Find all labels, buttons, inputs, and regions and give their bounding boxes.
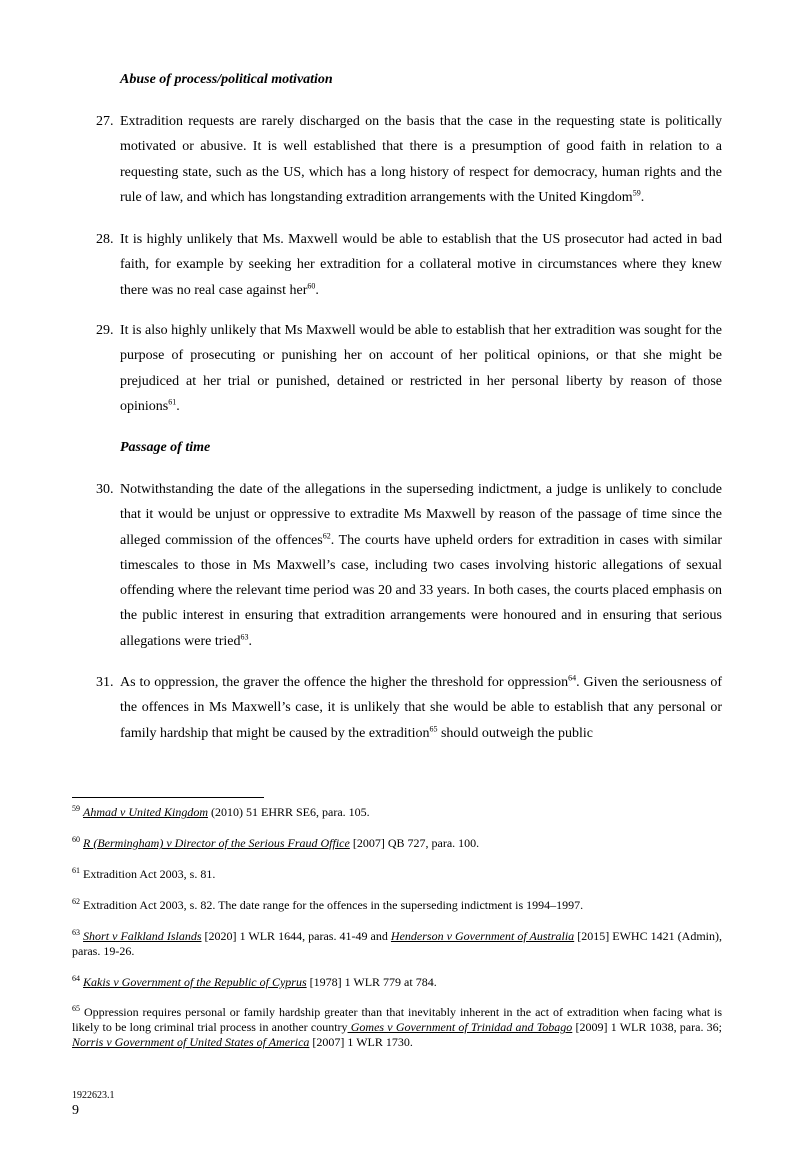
- footnote-60: [72, 836, 722, 851]
- paragraph-31: [96, 670, 722, 746]
- paragraph-text: [120, 670, 722, 746]
- text-run: [2009] 1 WLR 1038, para. 36;: [572, 1020, 723, 1034]
- text-run: Oppression requires personal or family hardship greater than that inevitably inherent in the act of extradition when facing what is likely to be long criminal trial process in another country: [72, 1005, 723, 1034]
- footnote-reference: 62: [322, 530, 331, 540]
- footnote-62: [72, 898, 722, 913]
- footnote-61: [72, 867, 722, 882]
- paragraph-27: [96, 109, 722, 210]
- footnote-number: 64: [72, 974, 80, 983]
- footnote-reference: 60: [307, 280, 316, 290]
- text-run: .: [176, 398, 180, 414]
- case-citation: Kakis v Government of the Republic of Cyprus: [83, 975, 307, 989]
- text-run: As to oppression, the graver the offence the higher the threshold for oppression: [120, 675, 569, 690]
- case-citation: Ahmad v United Kingdom: [83, 805, 208, 819]
- paragraph-text: [120, 109, 722, 210]
- text-run: Extradition Act 2003, s. 82. The date range for the offences in the superseding indictment is 1994–1997.: [83, 898, 584, 912]
- footnote-65: [72, 1005, 722, 1050]
- text-run: (2010) 51 EHRR SE6, para. 105.: [208, 805, 370, 819]
- text-run: . The courts have upheld orders for extradition in cases with similar timescales to those in Ms Maxwell’s case, including two cases involving historic allegations of sexual offending where the relevant time period was 20 and 33 years. In both cases, the courts placed emphasis on the public interest in ensuring that extradition arrangements were honoured and in ensuring that serious allegations were tried: [120, 532, 722, 649]
- text-run: [2007] QB 727, para. 100.: [349, 836, 480, 850]
- text-run: .: [315, 282, 319, 298]
- page-number: 9: [72, 1103, 79, 1118]
- section-heading-abuse-of-process: Abuse of process/political motivation: [120, 72, 333, 87]
- case-citation: Short v Falkland Islands: [83, 929, 202, 943]
- footnote-59: [72, 805, 722, 820]
- paragraph-number: 28.: [96, 232, 114, 247]
- text-run: [2007] 1 WLR 1730.: [309, 1035, 413, 1049]
- text-run: It is also highly unlikely that Ms Maxwell would be able to establish that her extradition was sought for the purpose of prosecuting or punishing her on account of her political opinions, or that she might be prejudiced at her trial or punished, detained or restricted in her personal liberty by reason of those opinions: [120, 323, 722, 414]
- paragraph-number: 29.: [96, 323, 114, 338]
- paragraph-text: [120, 227, 722, 303]
- text-run: .: [640, 189, 645, 205]
- paragraph-28: [96, 227, 722, 303]
- text-run: [2015] EWHC 1421 (Admin), paras. 19-26.: [72, 929, 723, 958]
- paragraph-30: [96, 477, 722, 654]
- text-run: Notwithstanding the date of the allegations in the superseding indictment, a judge is unlikely to conclude that it would be unjust or oppressive to extradite Ms Maxwell by reason of the passage of time since the alleged commission of the offences: [120, 482, 722, 548]
- footnote-reference: 61: [168, 397, 177, 407]
- footnote-reference: 64: [568, 673, 577, 683]
- document-reference: 1922623.1: [72, 1090, 115, 1101]
- text-run: Extradition Act 2003, s. 81.: [83, 867, 216, 881]
- footnote-number: 59: [72, 804, 80, 813]
- text-run: [1978] 1 WLR 779 at 784.: [306, 975, 437, 989]
- footnote-separator: [72, 797, 264, 798]
- section-heading-passage-of-time: Passage of time: [120, 440, 211, 455]
- footnote-number: 65: [72, 1004, 80, 1013]
- footnote-number: 62: [72, 897, 80, 906]
- footnote-63: [72, 929, 722, 959]
- footnote-number: 60: [72, 835, 80, 844]
- text-run: Extradition requests are rarely discharged on the basis that the case in the requesting state is politically motivated or abusive. It is well established that there is a presumption of good faith in relation to a requesting state, such as the US, which has a long history of respect for democracy, human rights and the rule of law, and which has longstanding extradition arrangements with the United Kingdom: [120, 114, 722, 205]
- paragraph-number: 30.: [96, 482, 114, 497]
- case-citation: Norris v Government of United States of America: [72, 1035, 310, 1049]
- footnote-reference: 65: [429, 723, 438, 733]
- paragraph-text: [120, 318, 722, 419]
- footnote-64: [72, 975, 722, 990]
- text-run: .: [248, 633, 253, 649]
- paragraph-number: 31.: [96, 675, 114, 690]
- text-run: [2020] 1 WLR 1644, paras. 41-49 and: [201, 929, 391, 943]
- paragraph-number: 27.: [96, 114, 114, 129]
- paragraph-text: [120, 477, 722, 654]
- text-run: It is highly unlikely that Ms. Maxwell would be able to establish that the US prosecutor had acted in bad faith, for example by seeking her extradition for a collateral motive in circumstances where they knew there was no real case against her: [120, 232, 722, 298]
- paragraph-29: [96, 318, 722, 419]
- footnote-number: 61: [72, 866, 80, 875]
- footnote-reference: 63: [240, 632, 249, 642]
- text-run: should outweigh the public: [437, 725, 594, 741]
- case-citation: Gomes v Government of Trinidad and Tobago: [347, 1020, 573, 1034]
- case-citation: Henderson v Government of Australia: [390, 929, 575, 943]
- text-run: . Given the seriousness of the offences in Ms Maxwell’s case, it is unlikely that she would be able to establish that any personal or family hardship that might be caused by the extradition: [120, 675, 722, 741]
- case-citation: R (Bermingham) v Director of the Serious Fraud Office: [83, 836, 350, 850]
- footnote-number: 63: [72, 928, 80, 937]
- footnote-reference: 59: [632, 188, 641, 198]
